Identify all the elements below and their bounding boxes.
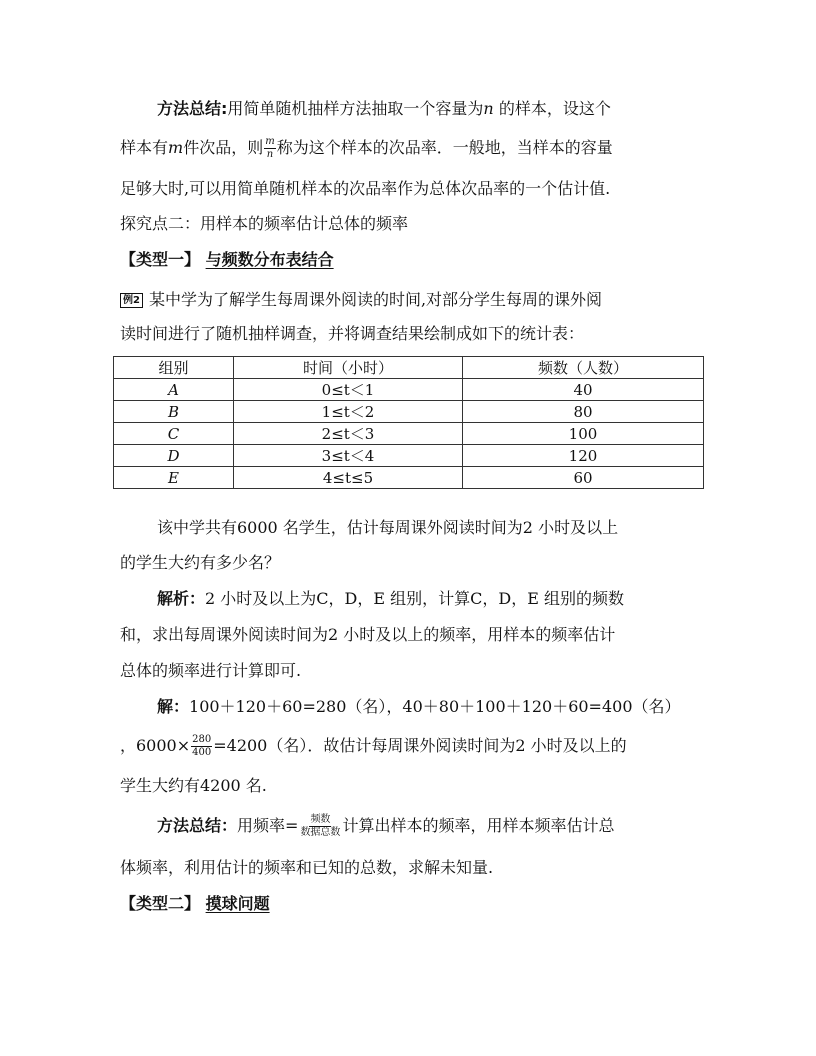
cell-frequency: 40 (463, 379, 704, 401)
solution-line-3: 学生大约有4200 名. (120, 776, 267, 795)
type-2-bracket: 【类型二】 (120, 894, 201, 913)
cell-time: 4≤t≤5 (234, 467, 463, 489)
variable-m: m (168, 138, 184, 157)
text-segment: 2 小时及以上为C，D，E 组别，计算C，D，E 组别的频数 (205, 589, 624, 608)
example-line-1 (120, 289, 700, 311)
cell-time: 0≤t＜1 (234, 379, 463, 401)
fraction-frequency-formula (299, 815, 341, 838)
text-segment: 用简单随机抽样方法抽取一个容量为 (227, 99, 484, 118)
solution-line-1 (157, 696, 737, 718)
table-row (114, 467, 704, 489)
type-1-heading (120, 249, 700, 271)
fraction-numerator: 频数 (310, 814, 331, 825)
method-summary-label: 方法总结: (157, 99, 228, 118)
method-summary-1-line-2 (120, 137, 700, 160)
fraction-numerator: 280 (192, 734, 212, 745)
fraction-denominator: n (266, 149, 274, 160)
text-segment: 件次品，则 (183, 138, 264, 157)
cell-frequency: 60 (463, 467, 704, 489)
cell-time: 1≤t＜2 (234, 401, 463, 423)
frequency-table (113, 356, 704, 489)
table-row (114, 445, 704, 467)
cell-frequency: 120 (463, 445, 704, 467)
cell-group: B (114, 401, 234, 423)
text-segment: ，6000× (120, 736, 191, 755)
text-segment: 样本有 (120, 138, 169, 157)
fraction-280-over-400 (191, 735, 212, 758)
text-segment: 计算出样本的频率，用样本频率估计总 (342, 816, 615, 835)
analysis-line-1 (157, 588, 737, 610)
table-row (114, 379, 704, 401)
analysis-line-3: 总体的频率进行计算即可. (120, 661, 302, 680)
text-segment: 100＋120＋60=280（名），40＋80＋100＋120＋60=400（名） (189, 697, 681, 716)
example-line-2: 读时间进行了随机抽样调查，并将调查结果绘制成如下的统计表： (120, 324, 585, 343)
variable-n: n (483, 99, 494, 118)
analysis-line-2: 和，求出每周课外阅读时间为2 小时及以上的频率，用样本的频率估计 (120, 625, 616, 644)
cell-group: A (114, 379, 234, 401)
solution-label: 解： (157, 697, 190, 716)
text-segment: 称为这个样本的次品率．一般地，当样本的容量 (276, 138, 613, 157)
cell-group: E (114, 467, 234, 489)
fraction-numerator: m (265, 136, 275, 147)
example-badge: 例2 (120, 293, 143, 308)
fraction-m-over-n (264, 137, 275, 160)
table-header-row (114, 357, 704, 379)
header-frequency: 频数（人数） (463, 357, 704, 379)
table-row (114, 401, 704, 423)
solution-line-2 (120, 735, 700, 758)
method-summary-2-line-1 (157, 815, 737, 838)
cell-frequency: 100 (463, 423, 704, 445)
method-summary-1-line-3: 足够大时,可以用简单随机样本的次品率作为总体次品率的一个估计值. (120, 179, 611, 198)
text-segment: =4200（名）．故估计每周课外阅读时间为2 小时及以上的 (213, 736, 627, 755)
method-summary-label: 方法总结： (157, 816, 238, 835)
cell-time: 2≤t＜3 (234, 423, 463, 445)
type-1-bracket: 【类型一】 (120, 250, 201, 269)
method-summary-1-line-1 (157, 98, 737, 120)
cell-frequency: 80 (463, 401, 704, 423)
question-line-1: 该中学共有6000 名学生，估计每周课外阅读时间为2 小时及以上 (157, 518, 619, 537)
header-group: 组别 (114, 357, 234, 379)
table-row (114, 423, 704, 445)
header-time: 时间（小时） (234, 357, 463, 379)
type-2-heading (120, 893, 700, 915)
cell-time: 3≤t＜4 (234, 445, 463, 467)
text-segment: 某中学为了解学生每周课外阅读的时间,对部分学生每周的课外阅 (148, 290, 603, 309)
cell-group: C (114, 423, 234, 445)
fraction-denominator: 数据总数 (300, 827, 341, 838)
type-2-title: 摸球问题 (205, 894, 270, 913)
cell-group: D (114, 445, 234, 467)
type-1-title: 与频数分布表结合 (205, 250, 334, 269)
question-line-2: 的学生大约有多少名？ (120, 553, 281, 572)
section-heading: 探究点二：用样本的频率估计总体的频率 (120, 214, 409, 233)
analysis-label: 解析： (157, 589, 206, 608)
fraction-denominator: 400 (192, 747, 212, 758)
text-segment: 的样本，设这个 (493, 99, 611, 118)
method-summary-2-line-2: 体频率，利用估计的频率和已知的总数，求解未知量. (120, 858, 494, 877)
text-segment: 用频率= (237, 816, 299, 835)
